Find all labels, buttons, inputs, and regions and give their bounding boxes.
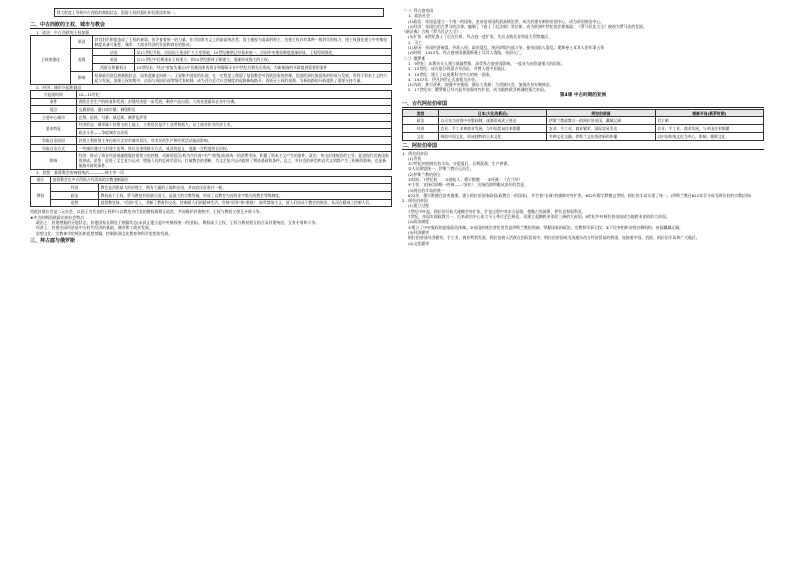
row-sublabel: 思想 bbox=[51, 199, 99, 207]
table-header: 类别 bbox=[403, 109, 439, 117]
table-header: 阿拉伯帝国 bbox=[547, 109, 655, 117]
text-line: (1)原因：帝国经济衰落，外敌入侵；政治混乱，统治阶级内部斗争，使帝国陷入混乱；奥斯曼土耳其人的军事占领 bbox=[408, 45, 605, 51]
row-text: 一些城市通过与封建主谈判、协议及金钱赎买方式，或武装起义，逐渐一定程度的自治权。 bbox=[77, 144, 392, 152]
row-label: 地点 bbox=[31, 106, 77, 114]
text-line: 7世纪中叶起，阿拉伯开始大规模对外扩张，扩张过程中对东方征服，相继占领波斯、伊拉克和叙利亚。 bbox=[408, 208, 586, 214]
row-text: 封建主利用领主身份的方式对市城市居民，对市民的生产和经营活动造成影响。 bbox=[77, 137, 392, 145]
table-cell: 以中国传统文化为中心，影响，朝鲜文化 bbox=[655, 132, 763, 140]
row-label: 基本特征 bbox=[31, 121, 77, 136]
text-line: (2)经济：帝国沿用古罗马的法律，编制了《查士丁尼法典》等法律，成为欧洲中世纪的法律基础；《罗马民法大全》被视为罗马法的发展。 bbox=[408, 23, 647, 29]
row-text: 封君封臣制度造成了王权的衰弱，但孕育着统一的力量。作为国家名义上的最高统治者，国王被视为高高的领主，这使王权具有某种一般封臣的权力，使王权强化建立中央集权制度具备可能性；城市、工商业经济的发展和商业的推动。 bbox=[93, 35, 392, 48]
table-cell: 政治 bbox=[403, 117, 439, 125]
top-box-text: 领大程度上导致中古西欧的割据状态，阻碍王权的强化和民族国家统一。 bbox=[55, 9, 384, 17]
row-label: 影响 bbox=[31, 152, 77, 170]
table-cell: 伊斯兰教政教合一的阿拉伯帝国，疆域辽阔 bbox=[547, 117, 655, 125]
paragraph: 政治上：封建割据的分裂状态，封建国家长期处于割据状态(未真正建立起中央集权统一的国家)，教权高于王权，王权与教权相互结合而封建统治，互有矛盾和斗争。 bbox=[36, 219, 320, 225]
text-line: ②人民渴望统一，伊斯兰教应运而生。 bbox=[408, 166, 474, 172]
text-line: 4．1547年：伊凡四世正式加冕为沙皇。 bbox=[408, 76, 479, 82]
row-label: 地位 bbox=[31, 176, 51, 184]
text-line: (1)内政：推行改革，加强中央集权，镇压大贵族；与贵族议会。加强沙皇专制统治。 bbox=[408, 82, 554, 88]
row-label: 原因 bbox=[71, 35, 93, 48]
row-text: 教会是西欧最大的封建主，拥有大量的土地和庄园，并向农民征收什一税。 bbox=[99, 184, 392, 192]
row-text: 从11世纪开始，法国国王逐步扩大王室领地，15世纪晚期已经基本统一。法国中央集权制度逐渐形成，王权得到强化。 bbox=[135, 48, 392, 56]
table-cell: 君主制 bbox=[655, 117, 763, 125]
row-text: 政治斗争——争取城市自治权 bbox=[77, 129, 392, 137]
section-title: 三、拜占庭与俄罗斯 bbox=[30, 237, 76, 244]
king-power-table bbox=[30, 35, 392, 85]
text-line: 2．13世纪：成吉思汗的蒙古军西征，并曾入侵中亚地区。 bbox=[408, 66, 509, 72]
heading-line: （一）拜占庭帝国 bbox=[402, 8, 434, 13]
subsection-title: 2．经济：城市兴起和商品 bbox=[36, 84, 82, 90]
paragraph: ★中古时期西欧政治的社会特点 bbox=[30, 214, 85, 220]
row-sublabel: 政治 bbox=[51, 191, 99, 199]
city-table bbox=[30, 90, 392, 170]
king-table-side-label: 王权的强化 bbox=[31, 35, 71, 84]
text-line: (1)建立过程 bbox=[408, 203, 430, 209]
text-line: (1)背景 bbox=[408, 155, 422, 161]
text-line: ①时间：7世纪初 ②创始人：穆罕默德 ③经典：《古兰经》 bbox=[408, 176, 523, 182]
text-line: 5．17世纪末：俄罗斯已经兴起并加强对外扩张，成为地跨欧亚两洲的强大帝国。 bbox=[408, 87, 548, 93]
church-table-side-label: 教权 bbox=[31, 184, 51, 207]
subsection-title: 3．思想：基督教会的神权统治————神主宰一切 bbox=[36, 170, 125, 176]
row-text: 交通要道、港口或市镇、城堡附近 bbox=[77, 106, 392, 114]
table-cell: 经济 bbox=[403, 125, 439, 133]
table-cell: 农业、手工业、商业繁荣，国际贸易发达 bbox=[547, 125, 655, 133]
text-line: 3．14世纪：建立了以莫斯科为中心的统一国家。 bbox=[408, 71, 494, 77]
row-text: 10—11世纪 bbox=[77, 90, 392, 98]
text-line: (1)政治：帝国是建立一个统一的国家，皇帝是帝国的最高统治者。成为封建专制的帝国中心，成为帝国统治中心。 bbox=[408, 18, 605, 24]
row-sublabel: 经济 bbox=[51, 184, 99, 192]
text-line: ④主张：宣扬信仰唯一的神——"安拉"，宣扬信仰和服从安拉的旨意。 bbox=[408, 182, 528, 188]
row-label: 主要中心城市 bbox=[31, 113, 77, 121]
text-line: 7世纪，帝国实现政教合一，后来政治中心由大马士革迁至巴格达，再建立起横跨亚非欧三洲的大帝国，8世纪中叶阿拉伯帝国成为地跨亚非欧的大帝国。 bbox=[408, 214, 670, 220]
table-cell: 农业、手工业和商业发展，与中国贸易往来频繁 bbox=[439, 125, 547, 133]
row-label: 条件 bbox=[31, 98, 77, 106]
text-line: 2．灭亡 bbox=[408, 39, 423, 45]
text-line: 阿拉伯帝国经济繁荣，手工业、商业特别发展，阿拉伯商人活跃在国际贸易中，阿拉伯帝国成为沟通东西方经济贸易的桥梁，连接着中国、西欧、阿拉伯半岛和广大地区。 bbox=[408, 235, 700, 241]
row-text: 巴黎、伦敦、马赛、威尼斯、佛罗伦萨等 bbox=[77, 113, 392, 121]
section-title: 二、中古西欧的王权、城市与教会 bbox=[30, 22, 392, 29]
text-line: ①建立了中央集权的国家政治体制。②帝国的统治者哈里发是伊斯兰教的领袖，掌握国家的政治、宗教和军事大权；③下设宰相和各级官僚机构，帝国疆域辽阔。 bbox=[408, 224, 684, 230]
row-sublabel: 法国 bbox=[93, 48, 135, 56]
row-text: 西欧社会生产的恢复和发展；封建经济进一步发展，剩余产品出现；工商业逐渐从农业中分离。 bbox=[77, 98, 392, 106]
paragraph: 经济上：封建庄园经济是中古时代经济的基础，城市和工商业发展。 bbox=[36, 225, 153, 231]
table-cell: 吸收中国文化，形成独特的日本文化 bbox=[439, 132, 547, 140]
row-label: 表现 bbox=[71, 48, 93, 71]
asia-compare-table bbox=[402, 109, 764, 141]
row-text: 经济形态：城市属于封建主的土地上，主要居民是手工业者和商人，以工商业作为经济主业。 bbox=[77, 121, 392, 129]
text-line: 2．阿拉伯帝国 bbox=[402, 198, 428, 204]
subsection-title: 1．政治：中古西欧的王权加强 bbox=[36, 29, 90, 35]
lesson-title: 第4课 中古时期的亚洲 bbox=[559, 92, 607, 98]
text-line: (2)伊斯兰教的创立 bbox=[408, 171, 441, 177]
row-sublabel: 英国 bbox=[93, 56, 135, 64]
table-cell: 文化 bbox=[403, 132, 439, 140]
row-label: 影响 bbox=[71, 71, 93, 84]
row-text: 基督教宣扬，"信仰"至上，垄断了教育和文化，控制着人们的精神生活，宣扬"原罪"和"救赎"，鼓吹禁欲主义，使人们屈从于教会的统治，从而在精神上控制人们。 bbox=[99, 199, 392, 207]
row-text: 15世纪末，经过"收复失地运动"民族国家西班牙和葡萄牙在中世纪后期先后形成，为新航路的开辟提供重要的条件 bbox=[135, 64, 392, 72]
row-sublabel: 西班牙和葡萄牙 bbox=[93, 64, 135, 72]
text-line: (2)政治制度 bbox=[408, 219, 430, 225]
top-box bbox=[54, 8, 384, 17]
left-column bbox=[30, 8, 392, 245]
section-title: 二、阿拉伯帝国 bbox=[402, 143, 764, 150]
text-line: 1．9世纪：东斯拉夫人建立基辅罗斯，深受拜占庭帝国影响。一度成为东欧最强大的国家。 bbox=[408, 60, 565, 66]
table-cell: 以天皇为首的中央集权制，逐渐形成武士统治 bbox=[439, 117, 547, 125]
text-line: 《新法典》合称《罗马民法大全》。 bbox=[402, 29, 465, 35]
paragraph: 西欧封建社会是二元社会，以国王为代表的王权和与以教皇为代表的教权既相互依存，共同维护封建秩序，王权与教权又相互矛盾斗争。 bbox=[30, 209, 264, 215]
table-header: 日本(大化改新后) bbox=[439, 109, 547, 117]
text-line: 1．阿拉伯帝国 bbox=[402, 150, 428, 156]
table-header: 朝鲜半岛(新罗时期) bbox=[655, 109, 763, 117]
text-line: ①7世纪初的阿拉伯半岛，分裂落后，长期混战，生产停滞。 bbox=[408, 161, 512, 167]
right-column bbox=[402, 8, 764, 246]
row-label: 争取自治方式 bbox=[31, 144, 77, 152]
text-line: 622年，穆罕默德迁居麦地那，建立阿拉伯国家政权(政教合一的国家)，并打着"圣战"的旗帜对外扩张，632年穆罕默德去世时，阿拉伯半岛实现了统一。(伊斯兰教在622年至今成为阿拉伯的宗教信仰) bbox=[408, 192, 752, 198]
church-table bbox=[30, 176, 392, 208]
row-label: 争取自治原因 bbox=[31, 137, 77, 145]
row-text: 结束政治混乱和割据状态，国家逐渐走向统一。王权集中国家的出现，在一定程度上削弱了基督教会对西欧国家的控制，促进欧洲民族国家的形成与发展，有利于资本主义的兴起与发展。加强王权的集中，法国与英国出现等级代表机制，成为西方近代议会制度的起源新航路开，西班牙王权的加强，为新航路的开辟提供了重要支持力量。 bbox=[93, 71, 392, 84]
section-title: 一、古代阿拉伯帝国 bbox=[402, 101, 764, 108]
text-line: (3)扩张：6世纪查士丁尼在位时，拜占庭一度扩张，先后击败北非和意大利等地区。 bbox=[408, 34, 553, 40]
row-label: 兴起的时间 bbox=[31, 90, 77, 98]
text-line: (3)阿拉伯半岛的统一 bbox=[408, 187, 445, 193]
table-cell: 多种文化交融，伊斯兰文化的创新和传播 bbox=[547, 132, 655, 140]
row-text: 教权高于王权，罗马教皇有权册立国王，是最大的宗教领袖，形成了以教皇为首的金字塔式的教会等级制度。 bbox=[99, 191, 392, 199]
row-text: 自11世纪中后期逐步王权强大，到15世纪都铎王朝建立，逐渐形成强大的王权。 bbox=[135, 56, 392, 64]
row-text: 基督教会在中古西欧占有崇高的宗教垄断地位 bbox=[51, 176, 392, 184]
text-line: (4)文化繁荣 bbox=[408, 240, 430, 246]
paragraph: 思想文化：宗教神学的统治和思想禁锢，控制欧洲文化教育和科学思想的发展。 bbox=[36, 230, 173, 236]
text-line: 1．政治社会 bbox=[408, 13, 430, 19]
row-text: 经济：推动了商业经济逐渐摆脱封建领主的控制，而新的居民(称为市民或"中产"阶级)形成统一的消费市场，积累了资本主义产生的条件。政治：冲击封建统治的主导，促进现代民族国家的形成。思想：促进了文艺复兴运动，增强人们的反神学意识，打破教会的垄断，为文艺复兴运动提供了物质基础和条件。总之，对社会的转型和近代文明都产生了积极的影响，也是新航路开辟的条件。 bbox=[77, 152, 392, 170]
table-cell: 农业、手工业、商业发展，与中国往来频繁 bbox=[655, 125, 763, 133]
text-line: (2)时间：1453年，拜占庭帝国被奥斯曼土耳其人攻陷，帝国灭亡。 bbox=[408, 50, 525, 56]
heading-line: （二）俄罗斯 bbox=[402, 55, 426, 61]
text-line: (3)经济繁荣 bbox=[408, 229, 430, 235]
